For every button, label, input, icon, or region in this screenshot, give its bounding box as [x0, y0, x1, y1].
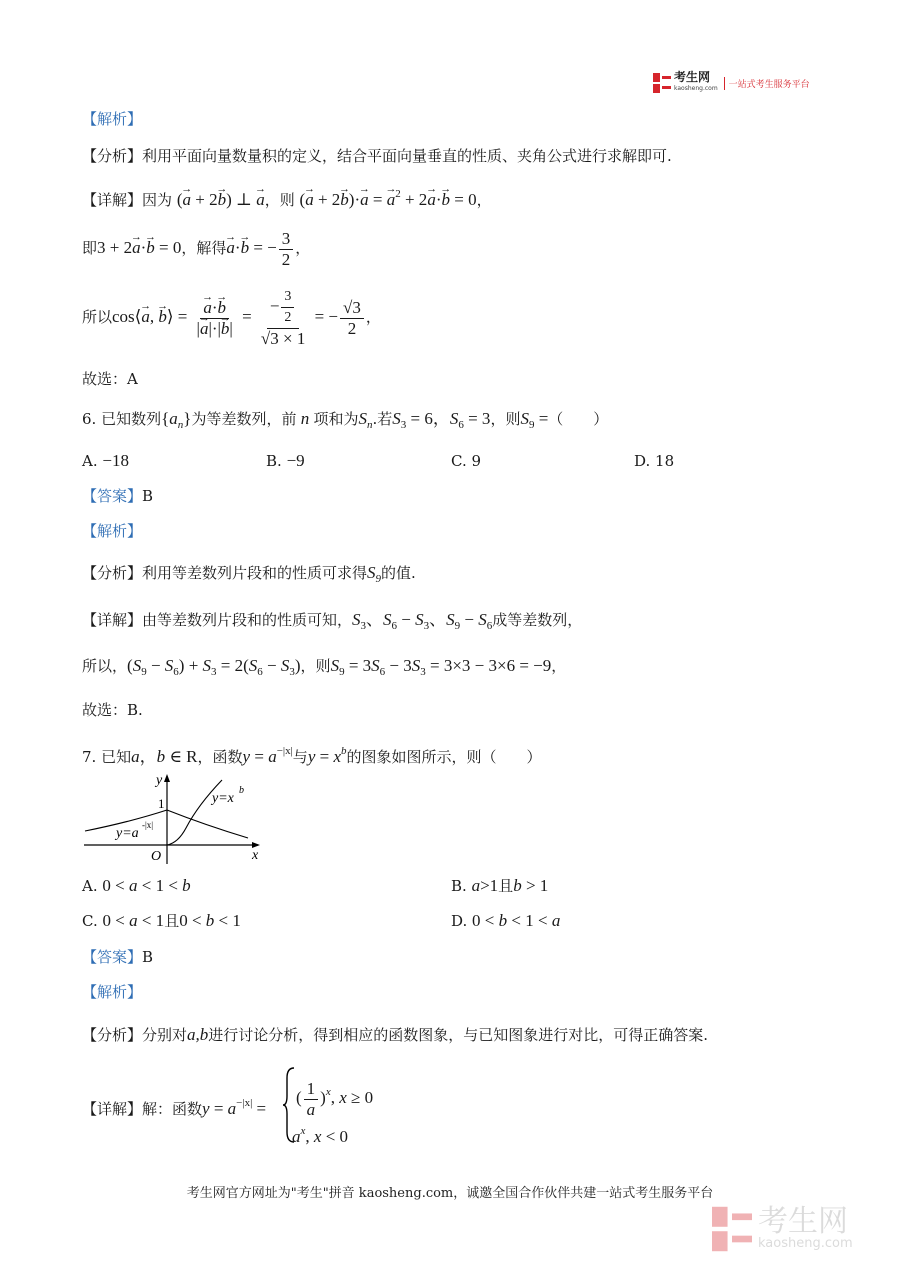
q6-sn: $S_n$ [358, 409, 373, 431]
q6-answer-tag: 【答案】 [82, 487, 143, 505]
q7-option-d-label: D. [451, 912, 468, 930]
q5-xiangjie-line3: 所以cos⟨→ a, → b⟩ = → $\frac{a\cdot\to b}{|\to a|\cdot|\to b|}$ = − $\frac{3}{2}$ √3 × 1 = − $\frac{√3}{2}$ ， [82, 282, 381, 352]
q5-line1-text-a: 因为 [142, 191, 173, 209]
q7-option-c-formula: 0 < a < 1 [102, 911, 165, 930]
q6-answer [82, 485, 153, 507]
q6-formula-sum: $(S_9 - S_6) + S_3 = 2(S_6 - S_3)$ [127, 656, 301, 678]
q7-option-a-formula: 0 < a < 1 < b [102, 876, 191, 895]
q7-fenxi-ab: a,b [187, 1025, 209, 1044]
q6-stem-f: （ ） [548, 410, 609, 428]
q7-option-d[interactable] [451, 910, 560, 932]
q7-option-d-formula: 0 < b < 1 < a [472, 911, 561, 930]
header-slogan: 一站式考生服务平台 [724, 77, 810, 90]
q6-option-a-value: −18 [102, 451, 129, 470]
q5-formula-dot: (→ a + 2→ b)·→ a = → $a^2 + 2\to a\cdot\to b = 0$ [300, 190, 477, 209]
q7-stem-b: ，函数 [197, 748, 243, 766]
q6-stem [82, 408, 608, 436]
q7-fenxi [82, 1024, 708, 1046]
q6-option-c[interactable]: C. 9 [451, 452, 482, 470]
q7-formula-f1: $y = a^{-|x|}$ [242, 745, 293, 766]
q7-formula-f2: $y = x^b$ [307, 745, 347, 766]
q6-n: n [296, 409, 314, 428]
q7-option-b-qie: 且 [498, 877, 514, 895]
q6-option-a[interactable] [82, 450, 129, 472]
q6-stem-c: 项和为 [313, 410, 359, 428]
q5-fenxi [82, 145, 672, 167]
q5-line2-text-b: ，解得 [181, 239, 227, 257]
graph-curve2-label: y=a [116, 826, 139, 841]
q7-piecewise-case2: $a^x$, x < 0 [292, 1125, 349, 1146]
q6-formula-cond: $S_3 = 6$，$S_6 = 3$ [392, 409, 491, 431]
q7-function-graph [80, 770, 270, 865]
q5-line3-text-a: 所以 [82, 308, 113, 326]
graph-curve1-label: y=x [212, 791, 234, 806]
q6-line2-b: ，则 [300, 657, 331, 675]
q7-answer-tag: 【答案】 [82, 948, 143, 966]
watermark-domain: kaosheng.com [758, 1236, 853, 1251]
q7-answer [82, 946, 153, 968]
graph-x-label: x [252, 848, 259, 863]
q7-formula-def: $y = a^{-|x|}$ = [202, 1097, 267, 1118]
graph-origin-label: O [151, 849, 162, 864]
q7-stem-c: 与 [292, 748, 308, 766]
q6-xiangjie-line2: 所以，$(S_9 - S_6) + S_3 = 2(S_6 - S_3)$，则$S_9 = 3S_6 - 3S_3 = 3\times 3 - 3\times 6 = -9$， [82, 656, 567, 678]
q6-xiangjie-line1 [82, 609, 582, 637]
q6-option-b-value: −9 [286, 451, 305, 470]
q7-option-a[interactable] [82, 875, 191, 897]
q6-xiangjie-tag: 【详解】 [82, 611, 143, 629]
q6-stem-e: ，则 [490, 410, 521, 428]
q6-stem-b: 为等差数列，前 [191, 410, 297, 428]
q7-stem-a: 7. 已知 [82, 748, 132, 766]
q7-xiangjie [82, 1092, 266, 1120]
q6-fenxi-tag: 【分析】 [82, 564, 143, 582]
q6-option-a-label: A. [82, 452, 98, 470]
q5-line1-text-b: ，则 [264, 191, 295, 209]
q6-stem-a: 6. 已知数列 [82, 410, 162, 428]
q5-formula-result: → a·→ b = − $\frac{3}{2}$ [226, 238, 295, 257]
q6-stem-d: .若 [372, 410, 393, 428]
q6-formula-final: $S_9 = 3S_6 - 3S_3 = 3\times 3 - 3\times 6 = -9$ [330, 656, 552, 678]
q7-piecewise-case1: ( $\frac{1}{a}$ )$^x$, x ≥ 0 [296, 1078, 374, 1119]
q7-fenxi-a: 分别对 [142, 1026, 188, 1044]
q7-option-b-formula2: b > 1 [513, 876, 549, 895]
q7-formula-ab: a，b ∈ R [131, 747, 198, 766]
q6-option-d[interactable]: D. 18 [634, 452, 675, 470]
q5-xiangjie-line2: 即3 + 2→ a·→ b = 0，解得→ a·→ b = − $\frac{3}{2}$ ， [82, 228, 310, 270]
q7-stem [82, 740, 542, 768]
q6-xiangjie-b: 成等差数列， [492, 611, 583, 629]
q7-answer-value: B [142, 948, 154, 966]
q6-formula-seq: $\{a_n\}$ [161, 409, 192, 431]
graph-one-label: 1 [158, 796, 165, 811]
graph-curve2-sup: -|x| [142, 820, 154, 830]
q7-option-b-label: B. [451, 877, 467, 895]
watermark-logo-icon [712, 1206, 752, 1252]
logo-domain: kaosheng.com [674, 85, 718, 92]
graph-y-label: y [156, 773, 163, 788]
q6-formula-ask: $S_9$ = [520, 409, 549, 431]
q6-fenxi-a: 利用等差数列片段和的性质可求得 [142, 564, 368, 582]
q7-xiangjie-a: 解：函数 [142, 1100, 203, 1118]
q5-jiexi-tag: 【解析】 [82, 110, 143, 128]
q7-fenxi-tag: 【分析】 [82, 1026, 143, 1044]
q7-fenxi-b: 进行讨论分析，得到相应的函数图象，与已知图象进行对比，可得正确答案. [208, 1026, 709, 1044]
q7-option-c-label: C. [82, 912, 98, 930]
q6-option-b-label: B. [266, 452, 282, 470]
q5-formula-eq: 3 + 2→ a·→ b = 0 [97, 238, 181, 257]
watermark [712, 1206, 853, 1252]
q7-option-c[interactable] [82, 910, 241, 932]
q6-line2-a: 所以， [82, 657, 128, 675]
q6-fenxi [82, 562, 416, 590]
q5-fenxi-tag: 【分析】 [82, 147, 143, 165]
q5-guxuan: 故选：A [82, 370, 138, 388]
q7-option-b[interactable] [451, 875, 548, 897]
q7-option-a-label: A. [82, 877, 98, 895]
q7-jiexi-tag: 【解析】 [82, 983, 143, 1001]
q6-guxuan: 故选：B. [82, 701, 143, 719]
graph-curve1-sup: b [239, 785, 244, 796]
q5-formula-cos: cos⟨→ a, → b⟩ = → $\frac{a\cdot\to b}{|\to a|\cdot|\to b|}$ = − $\frac{3}{2}$ √3 × 1 = − $\frac{√3}{2}$ [112, 307, 366, 326]
q5-fenxi-text: 利用平面向量数量积的定义，结合平面向量垂直的性质、夹角公式进行求解即可. [142, 147, 672, 165]
q6-fenxi-b: 的值. [381, 564, 416, 582]
q7-stem-d: 的图象如图所示，则（ ） [346, 748, 542, 766]
q7-option-b-formula: a>1 [471, 876, 499, 895]
q6-answer-value: B [142, 487, 154, 505]
page-footer: 考生网官方网址为"考生"拼音 kaosheng.com，诚邀全国合作伙伴共建一站式考生服务平台 [186, 1186, 714, 1201]
q7-option-c-formula2: 0 < b < 1 [179, 911, 241, 930]
q6-s9: $S_9$ [367, 563, 382, 585]
q5-xiangjie-line1: 【详解】因为 (→ a + 2→ b) ⊥ → a，则 (→ a + 2→ b)·→ a = → $a^2 + 2\to a\cdot\to b = 0$， [82, 183, 492, 211]
q5-line2-text-a: 即 [82, 239, 98, 257]
q7-option-c-qie: 且 [164, 912, 180, 930]
q6-option-b[interactable] [266, 450, 305, 472]
q7-xiangjie-tag: 【详解】 [82, 1100, 143, 1118]
q6-jiexi-tag: 【解析】 [82, 522, 143, 540]
logo-text: 考生网 [674, 70, 711, 84]
header-logo [653, 72, 810, 94]
q5-xiangjie-tag: 【详解】 [82, 191, 143, 209]
q5-formula-perp: (→ a + 2→ b) ⊥ → a [177, 190, 265, 209]
watermark-text: 考生网 [758, 1204, 848, 1239]
logo-mark-icon [653, 73, 671, 93]
q6-xiangjie-a: 由等差数列片段和的性质可知， [142, 611, 353, 629]
q6-formula-segments: $S_3$、$S_6 - S_3$、$S_9 - S_6$ [352, 610, 493, 632]
